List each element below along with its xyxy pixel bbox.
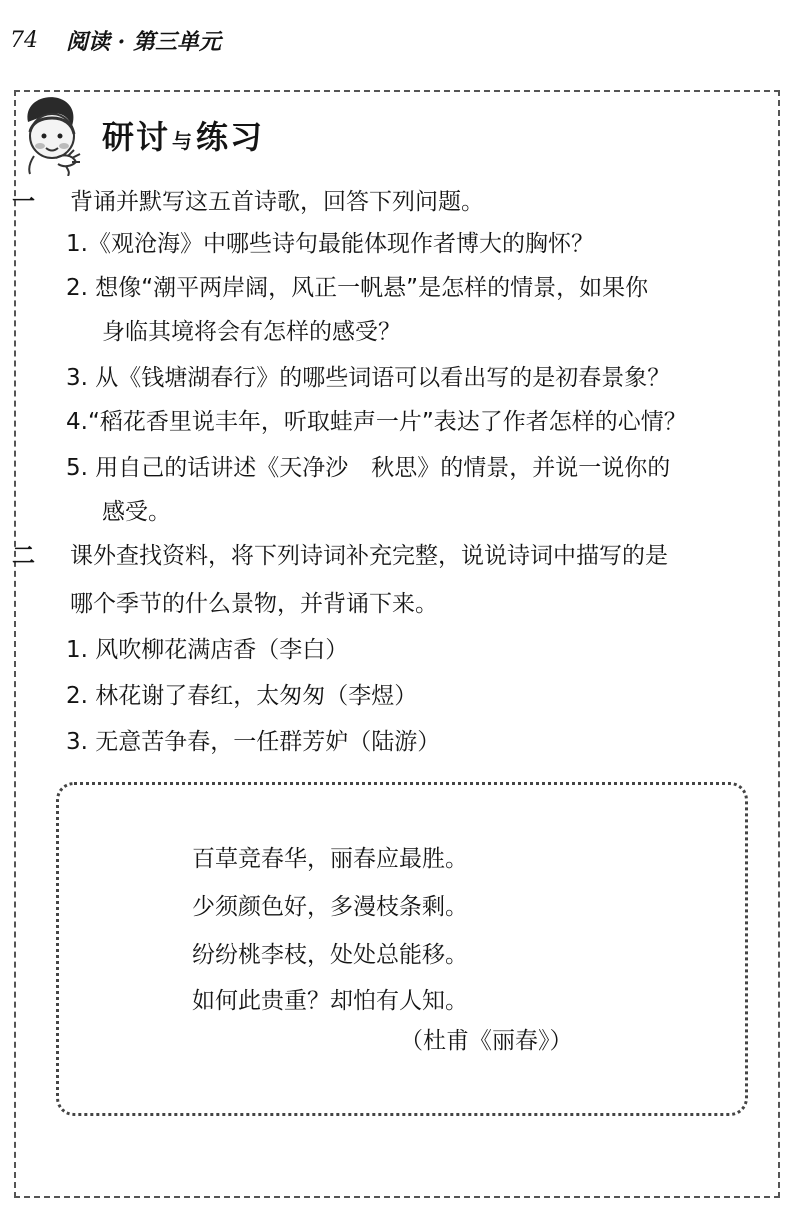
poem-line: 百草竞春华，丽春应最胜。	[192, 846, 468, 872]
question-2-prompt: 课外查找资料，将下列诗词补充完整，说说诗词中描写的是	[70, 543, 668, 569]
question-1-item-continued: 身临其境将会有怎样的感受？	[102, 319, 401, 345]
title-connector: 与	[172, 129, 195, 153]
page-number: 74	[10, 27, 38, 53]
question-1-item-continued: 感受。	[102, 499, 171, 525]
child-mascot-icon	[16, 92, 90, 176]
page-header	[10, 24, 221, 56]
question-2-item: 2. 林花谢了春红，太匆匆（李煜）	[66, 683, 418, 709]
poem-line: 如何此贵重？却怕有人知。	[192, 988, 468, 1014]
question-1-item: 4.“稻花香里说丰年，听取蛙声一片”表达了作者怎样的心情？	[66, 409, 687, 435]
title-part-1: 研讨	[102, 118, 171, 156]
question-1-number: 一	[12, 189, 35, 215]
question-1-item: 3. 从《钱塘湖春行》的哪些词语可以看出写的是初春景象？	[66, 365, 671, 391]
question-1-item: 1.《观沧海》中哪些诗句最能体现作者博大的胸怀？	[66, 231, 594, 257]
question-1-item: 5. 用自己的话讲述《天净沙 秋思》的情景，并说一说你的	[66, 455, 671, 481]
title-part-2: 练习	[196, 118, 265, 156]
poem-attribution: （杜甫《丽春》）	[400, 1028, 573, 1054]
poem-line: 纷纷桃李枝，处处总能移。	[192, 942, 468, 968]
question-2-number: 二	[12, 543, 35, 569]
question-1-prompt: 背诵并默写这五首诗歌，回答下列问题。	[70, 189, 484, 215]
question-1-item: 2. 想像“潮平两岸阔，风正一帆悬”是怎样的情景，如果你	[66, 275, 649, 301]
question-2-prompt-continued: 哪个季节的什么景物，并背诵下来。	[70, 591, 438, 617]
section-title: 阅读 · 第三单元	[66, 28, 221, 55]
poem-line: 少须颜色好，多漫枝条剩。	[192, 894, 468, 920]
question-2-item: 1. 风吹柳花满店香（李白）	[66, 637, 349, 663]
exercise-title	[102, 112, 264, 158]
question-2-item: 3. 无意苦争春，一任群芳妒（陆游）	[66, 729, 441, 755]
